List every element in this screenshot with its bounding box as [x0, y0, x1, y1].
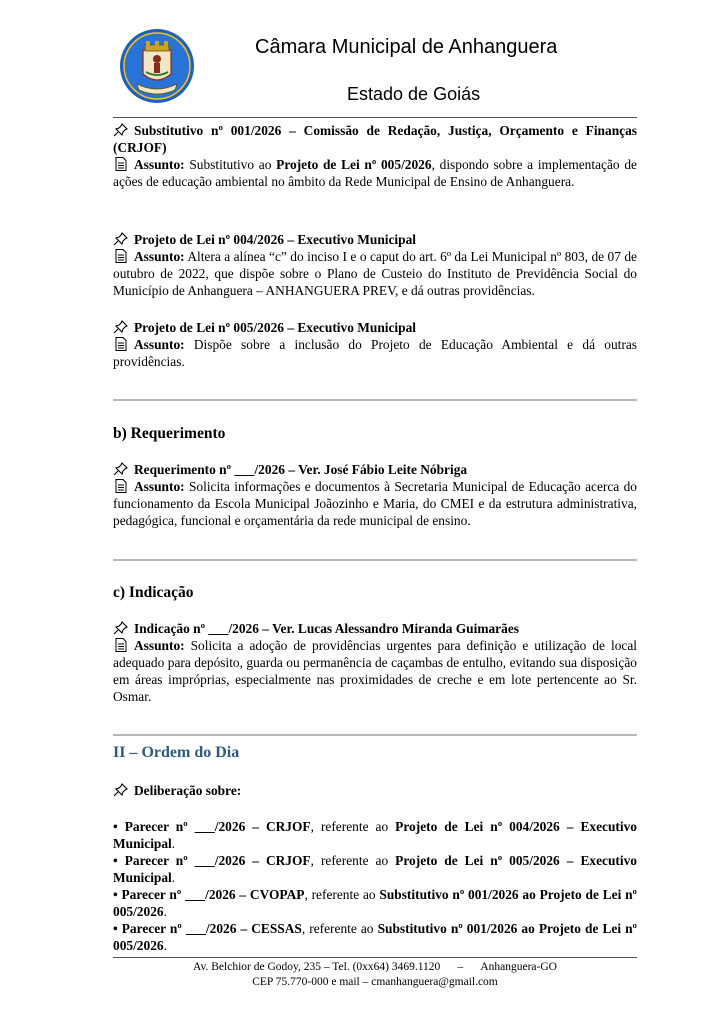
pushpin-icon	[113, 232, 129, 246]
list-item: • Parecer nº ___/2026 – CRJOF, referente ao Projeto de Lei nº 004/2026 – Executivo Municipal.	[113, 819, 637, 851]
item-title: Substitutivo nº 001/2026 – Comissão de Redação, Justiça, Orçamento e Finanças (CRJOF)	[113, 123, 637, 155]
item-subject: Assunto: Altera a alínea “c” do inciso I e o caput do art. 6º da Lei Municipal nº 803, de 07 de outubro de 2022, que dispõe sobre o Plano de Custeio do Instituto de Previdência Social do Município de Anhanguera – ANHANGUERA PREV, e dá outras providências.	[113, 249, 637, 298]
pareceres-list	[113, 818, 637, 954]
item-projeto-004	[113, 231, 637, 299]
pushpin-icon	[113, 783, 129, 797]
deliberacao-title: Deliberação sobre:	[113, 782, 637, 799]
document-icon	[113, 157, 129, 171]
item-title: Projeto de Lei nº 004/2026 – Executivo Municipal	[113, 231, 637, 248]
item-title: Indicação nº ___/2026 – Ver. Lucas Alessandro Miranda Guimarães	[113, 620, 637, 637]
document-icon	[113, 479, 129, 493]
section-divider	[113, 399, 637, 401]
section-heading-ordem-do-dia: II – Ordem do Dia	[113, 744, 240, 761]
header-title: Câmara Municipal de Anhanguera	[255, 36, 558, 58]
document-icon	[113, 638, 129, 652]
section-divider	[113, 734, 637, 736]
item-subject: Assunto: Dispõe sobre a inclusão do Projeto de Educação Ambiental e dá outras providências.	[113, 337, 637, 369]
section-heading-requerimento: b) Requerimento	[113, 425, 226, 442]
section-heading-indicacao: c) Indicação	[113, 584, 194, 601]
item-projeto-005	[113, 319, 637, 370]
item-subject: Assunto: Solicita informações e documentos à Secretaria Municipal de Educação acerca do funcionamento da Escola Municipal Joãozinho e Maria, do CMEI e da estrutura administrativa, pedagógica, funcional e orçamentária da rede municipal de ensino.	[113, 479, 637, 528]
header-subtitle: Estado de Goiás	[347, 84, 481, 104]
municipal-seal	[119, 28, 195, 104]
item-indicacao	[113, 620, 637, 705]
document-icon	[113, 249, 129, 263]
pushpin-icon	[113, 462, 129, 476]
section-divider	[113, 559, 637, 561]
pushpin-icon	[113, 123, 129, 137]
footer	[113, 960, 637, 990]
footer-address-line: Av. Belchior de Godoy, 235 – Tel. (0xx64) 3469.1120 – Anhanguera-GO	[193, 961, 557, 973]
footer-divider	[113, 957, 637, 958]
list-item: • Parecer nº ___/2026 – CRJOF, referente ao Projeto de Lei nº 005/2026 – Executivo Municipal.	[113, 853, 637, 885]
pushpin-icon	[113, 320, 129, 334]
document-icon	[113, 337, 129, 351]
item-title: Requerimento nº ___/2026 – Ver. José Fábio Leite Nóbriga	[113, 461, 637, 478]
list-item: • Parecer nº ___/2026 – CVOPAP, referente ao Substitutivo nº 001/2026 ao Projeto de Lei nº 005/2026.	[113, 887, 637, 919]
item-substitutivo	[113, 122, 637, 190]
item-requerimento	[113, 461, 637, 529]
item-subject: Assunto: Substitutivo ao Projeto de Lei nº 005/2026, dispondo sobre a implementação de ações de educação ambiental no âmbito da Rede Municipal de Ensino de Anhanguera.	[113, 157, 637, 189]
list-item: • Parecer nº ___/2026 – CESSAS, referente ao Substitutivo nº 001/2026 ao Projeto de Lei nº 005/2026.	[113, 921, 637, 953]
item-title: Projeto de Lei nº 005/2026 – Executivo Municipal	[113, 319, 637, 336]
item-subject: Assunto: Solicita a adoção de providências urgentes para definição e utilização de local adequado para depósito, guarda ou permanência de caçambas de entulho, evitando sua disposição em áreas impróprias, especialmente nas proximidades de creche e em lote pertencente ao Sr. Osmar.	[113, 638, 637, 704]
footer-contact-line: CEP 75.770-000 e mail – cmanhanguera@gmail.com	[252, 976, 498, 988]
pushpin-icon	[113, 621, 129, 635]
header-divider	[113, 117, 637, 118]
